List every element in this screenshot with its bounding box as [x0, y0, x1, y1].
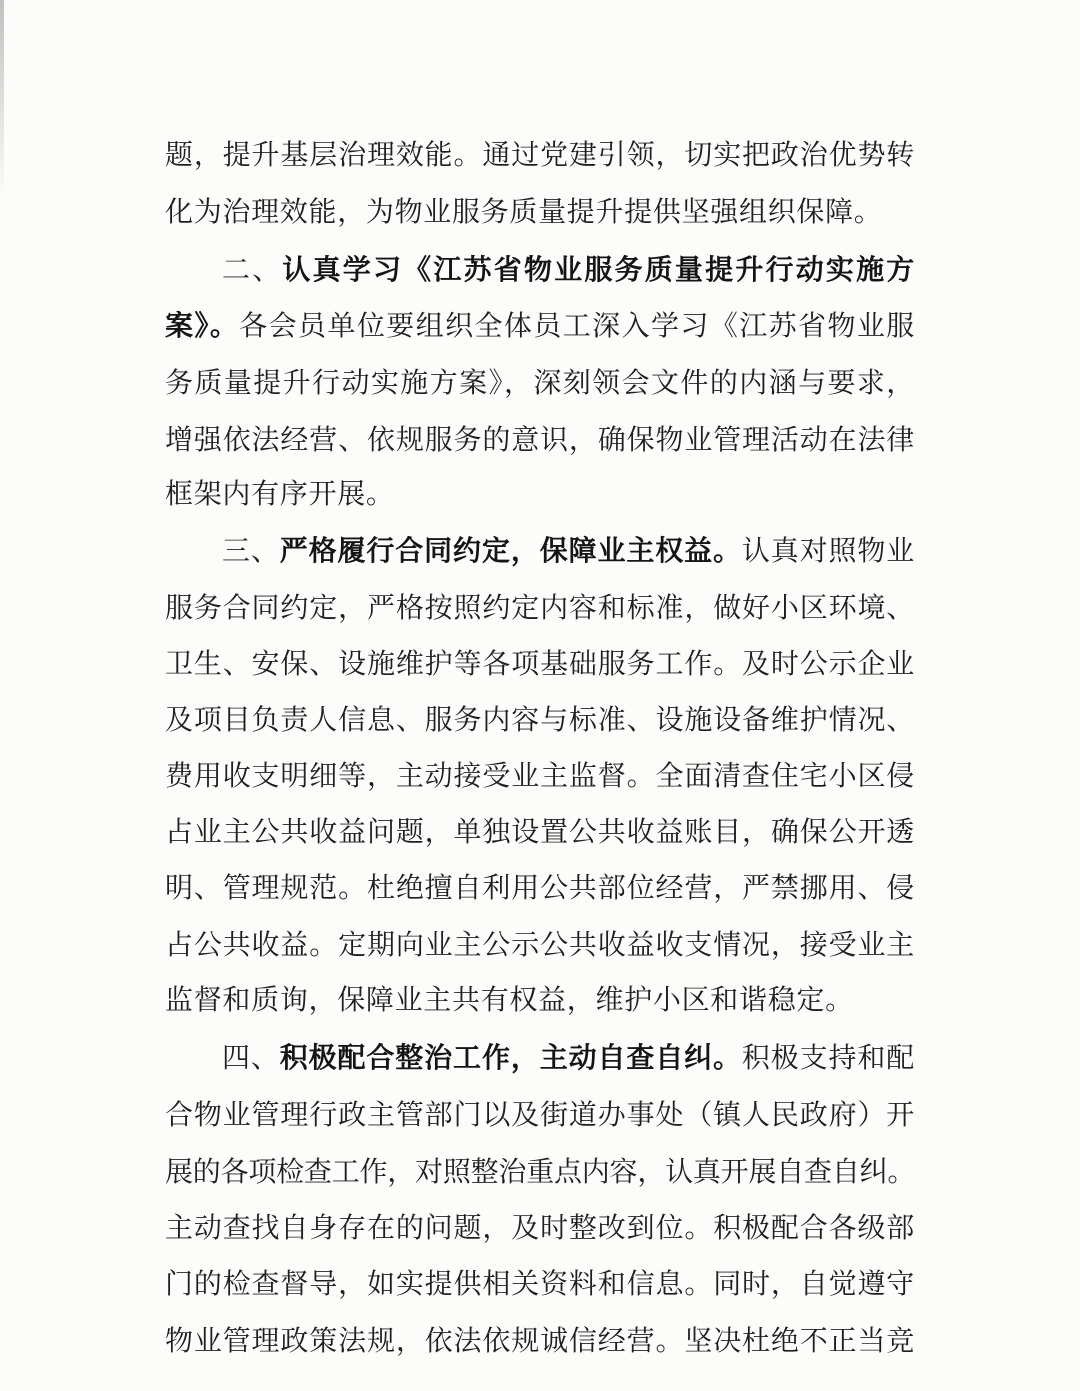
para-3-line-5: 费用收支明细等，主动接受业主监督。全面清查住宅小区侵	[165, 759, 915, 792]
para-2-line-5: 框架内有序开展。	[165, 477, 395, 510]
section-heading-3: 严格履行合同约定，保障业主权益。	[279, 534, 742, 567]
para-4-line-3: 展的各项检查工作，对照整治重点内容，认真开展自查自纠。	[165, 1155, 915, 1188]
para-2-line-2	[165, 306, 915, 346]
para-3-line-6: 占业主公共收益问题，单独设置公共收益账目，确保公开透	[165, 815, 915, 848]
section-number-3: 三、	[222, 534, 280, 567]
para-2-line-2-text: 各会员单位要组织全体员工深入学习《江苏省物业服	[239, 309, 915, 342]
para-3-line-7: 明、管理规范。杜绝擅自利用公共部位经营，严禁挪用、侵	[165, 871, 915, 904]
para-3-line-2: 服务合同约定，严格按照约定内容和标准，做好小区环境、	[165, 591, 915, 624]
para-2-line-4: 增强依法经营、依规服务的意识，确保物业管理活动在法律	[165, 423, 915, 456]
section-number-4: 四、	[222, 1041, 280, 1074]
para-3-line-8: 占公共收益。定期向业主公示公共收益收支情况，接受业主	[165, 928, 915, 961]
section-heading-2-end: 案》。	[165, 309, 240, 342]
para-4-line-1	[222, 1038, 915, 1078]
para-3-line-1-text: 认真对照物业	[741, 534, 915, 567]
para-3-line-9: 监督和质询，保障业主共有权益，维护小区和谐稳定。	[165, 983, 854, 1016]
para-4-line-2: 合物业管理行政主管部门以及街道办事处（镇人民政府）开	[165, 1098, 915, 1131]
para-3-line-3: 卫生、安保、设施维护等各项基础服务工作。及时公示企业	[165, 647, 915, 680]
para-2-line-1	[222, 250, 915, 290]
para-3-line-4: 及项目负责人信息、服务内容与标准、设施设备维护情况、	[165, 703, 915, 736]
para-1-line-2: 化为治理效能，为物业服务质量提升提供坚强组织保障。	[165, 195, 883, 228]
para-2-line-3: 务质量提升行动实施方案》，深刻领会文件的内涵与要求，	[165, 366, 915, 399]
para-4-line-5: 门的检查督导，如实提供相关资料和信息。同时，自觉遵守	[165, 1267, 915, 1300]
section-number-2: 二、	[222, 253, 283, 286]
para-1-line-1: 题，提升基层治理效能。通过党建引领，切实把政治优势转	[165, 138, 915, 171]
para-4-line-1-text: 积极支持和配	[741, 1041, 915, 1074]
section-heading-4: 积极配合整治工作，主动自查自纠。	[279, 1041, 742, 1074]
para-4-line-4: 主动查找自身存在的问题，及时整改到位。积极配合各级部	[165, 1211, 915, 1244]
para-4-line-6: 物业管理政策法规，依法依规诚信经营。坚决杜绝不正当竞	[165, 1324, 915, 1357]
scan-edge-artifact	[0, 0, 4, 200]
section-heading-2: 认真学习《江苏省物业服务质量提升行动实施方	[282, 253, 915, 286]
para-3-line-1	[222, 531, 915, 571]
